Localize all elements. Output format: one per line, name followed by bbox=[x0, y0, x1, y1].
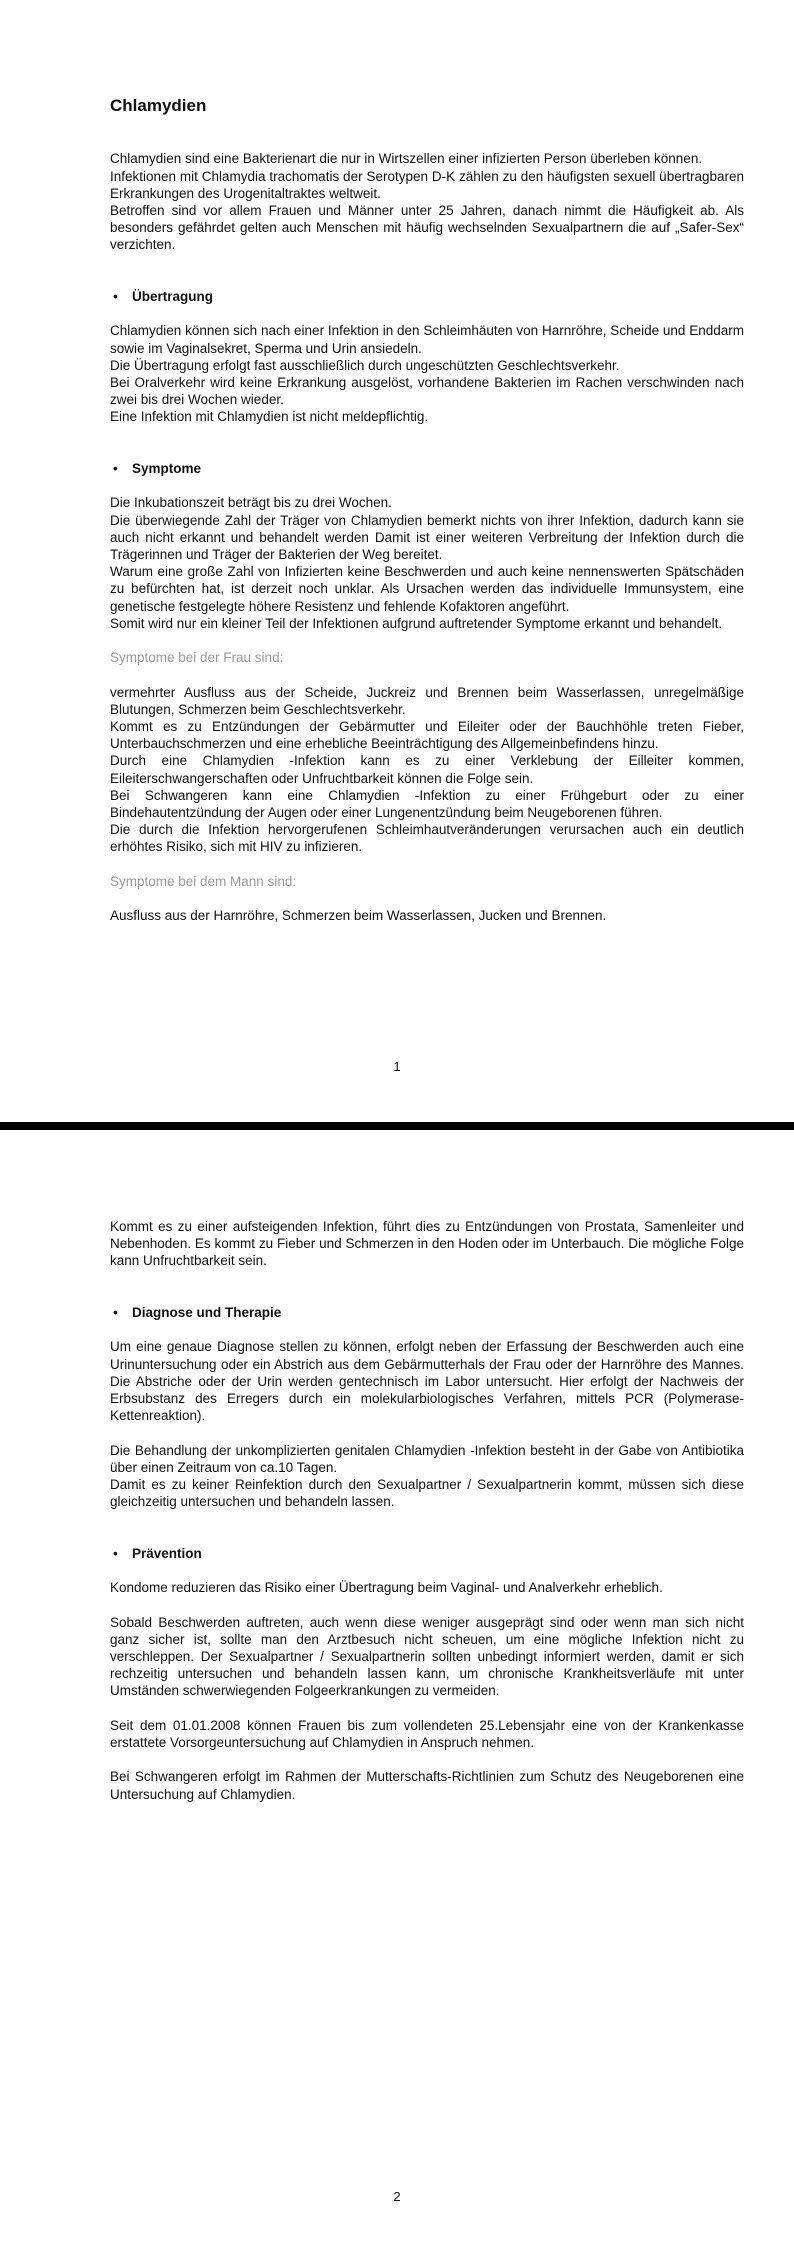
paragraph: Ausfluss aus der Harnröhre, Schmerzen beim Wasserlassen, Jucken und Brennen. bbox=[110, 908, 607, 924]
blank-line bbox=[110, 632, 744, 649]
blank-line bbox=[110, 1510, 744, 1544]
paragraph: vermehrter Ausfluss aus der Scheide, Juckreiz und Brennen beim Wasserlassen, unregelmäßige Blutungen, Schmerzen beim Geschlechtsverkehr. bbox=[110, 684, 744, 717]
bullet-icon: • bbox=[113, 1305, 118, 1320]
paragraph: Infektionen mit Chlamydia trachomatis der Serotypen D-K zählen zu den häufigsten sexuell übertragbaren Erkrankungen des Urogenitaltraktes weltweit. bbox=[110, 168, 744, 201]
paragraph: Kommt es zu einer aufsteigenden Infektion, führt dies zu Entzündungen von Prostata, Samenleiter und Nebenhoden. Es kommt zu Fieber und Schmerzen in den Hoden oder im Unterbauch. Die mögliche Folge kann Unfruchtbarkeit sein. bbox=[110, 1219, 744, 1269]
paragraph: Bei Schwangeren kann eine Chlamydien -Infektion zu einer Frühgeburt oder zu einer Bindehautentzündung der Augen oder einer Lungenentzündung beim Neugeborenen führen. bbox=[110, 787, 744, 821]
paragraph: Bei Schwangeren erfolgt im Rahmen der Mutterschafts-Richtlinien zum Schutz des Neugeborenen eine Untersuchung auf Chlamydien. bbox=[110, 1769, 744, 1802]
paragraph: Die Inkubationszeit beträgt bis zu drei Wochen. bbox=[110, 495, 392, 511]
paragraph: Betroffen sind vor allem Frauen und Männer unter 25 Jahren, danach nimmt die Häufigkeit ab. Als besonders gefährdet gelten auch Menschen mit häufig wechselnden Sexualpartnern die auf „Safer-Sex“ verzichten. bbox=[110, 203, 744, 253]
blank-line bbox=[110, 1424, 744, 1441]
blank-line bbox=[110, 426, 744, 460]
blank-line bbox=[110, 254, 744, 288]
blank-line bbox=[110, 890, 744, 907]
paragraph: Warum eine große Zahl von Infizierten keine Beschwerden und auch keine nennenswerten Spätschäden zu befürchten hat, ist derzeit noch unklar. Als Ursachen werden das individuelle Immunsystem, eine genetische festgelegte höhere Resistenz und fehlende Kofaktoren angeführt. bbox=[110, 564, 744, 614]
paragraph: Chlamydien können sich nach einer Infektion in den Schleimhäuten von Harnröhre, Scheide und Enddarm sowie im Vaginalsekret, Sperma und Urin ansiedeln. bbox=[110, 323, 744, 356]
page-2-content bbox=[0, 1130, 794, 1803]
blank-line bbox=[110, 856, 744, 873]
blank-line bbox=[110, 1562, 744, 1579]
page-divider bbox=[0, 1122, 794, 1130]
blank-line bbox=[110, 1751, 744, 1768]
gray-subheading: Symptome bei der Frau sind: bbox=[110, 650, 284, 666]
gray-subheading: Symptome bei dem Mann sind: bbox=[110, 873, 297, 889]
paragraph: Eine Infektion mit Chlamydien ist nicht meldepflichtig. bbox=[110, 409, 429, 425]
paragraph: Die überwiegende Zahl der Träger von Chlamydien bemerkt nichts von ihrer Infektion, dadurch kann sie auch nicht erkannt und behandelt werden Damit ist einer weiteren Verbreitung der Infektion durch die Trägerinnen und Träger der Bakterien der Weg bereitet. bbox=[110, 512, 744, 562]
section-heading-label: Diagnose und Therapie bbox=[132, 1305, 282, 1320]
blank-line bbox=[110, 477, 744, 494]
section-heading-label: Symptome bbox=[132, 461, 202, 476]
blank-line bbox=[110, 1321, 744, 1338]
paragraph: Chlamydien sind eine Bakterienart die nur in Wirtszellen einer infizierten Person überleben können. bbox=[110, 151, 703, 167]
blank-line bbox=[110, 666, 744, 683]
paragraph: Die Übertragung erfolgt fast ausschließlich durch ungeschützten Geschlechtsverkehr. bbox=[110, 357, 620, 373]
section-heading bbox=[110, 460, 744, 477]
document-title: Chlamydien bbox=[110, 96, 207, 115]
section-heading bbox=[110, 288, 744, 305]
paragraph: Durch eine Chlamydien -Infektion kann es zu einer Verklebung der Eilleiter kommen, Eileiterschwangerschaften oder Unfruchtbarkeit können die Folge sein. bbox=[110, 753, 744, 786]
document-page-1 bbox=[0, 0, 794, 1122]
page-number: 1 bbox=[393, 1059, 401, 1074]
paragraph: Damit es zu keiner Reinfektion durch den Sexualpartner / Sexualpartnerin kommt, müssen sich diese gleichzeitig untersuchen und behandeln lassen. bbox=[110, 1477, 744, 1510]
document-page-2 bbox=[0, 1130, 794, 2251]
page-1-content bbox=[0, 0, 794, 924]
page-number: 2 bbox=[393, 2189, 401, 2204]
paragraph: Kondome reduzieren das Risiko einer Übertragung beim Vaginal- und Analverkehr erheblich. bbox=[110, 1580, 663, 1596]
section-heading bbox=[110, 1304, 744, 1321]
blank-line bbox=[110, 116, 744, 150]
bullet-icon: • bbox=[113, 289, 118, 304]
paragraph: Um eine genaue Diagnose stellen zu können, erfolgt neben der Erfassung der Beschwerden auch eine Urinuntersuchung oder ein Abstrich aus dem Gebärmutterhals der Frau oder der Harnröhre des Mannes. Die Abstriche oder der Urin werden gentechnisch im Labor untersucht. Hier erfolgt der Nachweis der Erbsubstanz des Erregers durch ein molekularbiologisches Verfahren, mittels PCR (Polymerase-Kettenreaktion). bbox=[110, 1339, 744, 1424]
blank-line bbox=[110, 1700, 744, 1717]
blank-line bbox=[110, 305, 744, 322]
blank-line bbox=[110, 1270, 744, 1304]
paragraph: Bei Oralverkehr wird keine Erkrankung ausgelöst, vorhandene Bakterien im Rachen verschwinden nach zwei bis drei Wochen wieder. bbox=[110, 375, 744, 408]
paragraph: Sobald Beschwerden auftreten, auch wenn diese weniger ausgeprägt sind oder wenn man sich nicht ganz sicher ist, sollte man den Arztbesuch nicht scheuen, um eine mögliche Infektion nicht zu verschleppen. Der Sexualpartner / Sexualpartnerin sollten unbedingt informiert werden, damit er sich rechzeitig untersuchen und behandeln lassen kann, um chronische Krankheitsverläufe mit unter Umständen schwerwiegenden Folgeerkrankungen zu vermeiden. bbox=[110, 1614, 744, 1699]
section-heading-label: Übertragung bbox=[132, 289, 213, 304]
bullet-icon: • bbox=[113, 461, 118, 476]
section-heading-label: Prävention bbox=[132, 1545, 202, 1561]
blank-line bbox=[110, 1596, 744, 1613]
paragraph: Kommt es zu Entzündungen der Gebärmutter und Eileiter oder der Bauchhöhle treten Fieber, Unterbauchschmerzen und eine erhebliche Beeinträchtigung des Allgemeinbefindens hinzu. bbox=[110, 719, 744, 752]
paragraph: Die durch die Infektion hervorgerufenen Schleimhautveränderungen verursachen auch ein deutlich erhöhtes Risiko, sich mit HIV zu infizieren. bbox=[110, 822, 744, 855]
paragraph: Die Behandlung der unkomplizierten genitalen Chlamydien -Infektion besteht in der Gabe von Antibiotika über einen Zeitraum von ca.10 Tagen. bbox=[110, 1442, 744, 1475]
paragraph: Somit wird nur ein kleiner Teil der Infektionen aufgrund auftretender Symptome erkannt und behandelt. bbox=[110, 615, 723, 631]
bullet-icon: • bbox=[113, 1545, 118, 1561]
paragraph: Seit dem 01.01.2008 können Frauen bis zum vollendeten 25.Lebensjahr eine von der Krankenkasse erstattete Vorsorgeuntersuchung auf Chlamydien in Anspruch nehmen. bbox=[110, 1717, 744, 1750]
section-heading bbox=[110, 1545, 744, 1562]
